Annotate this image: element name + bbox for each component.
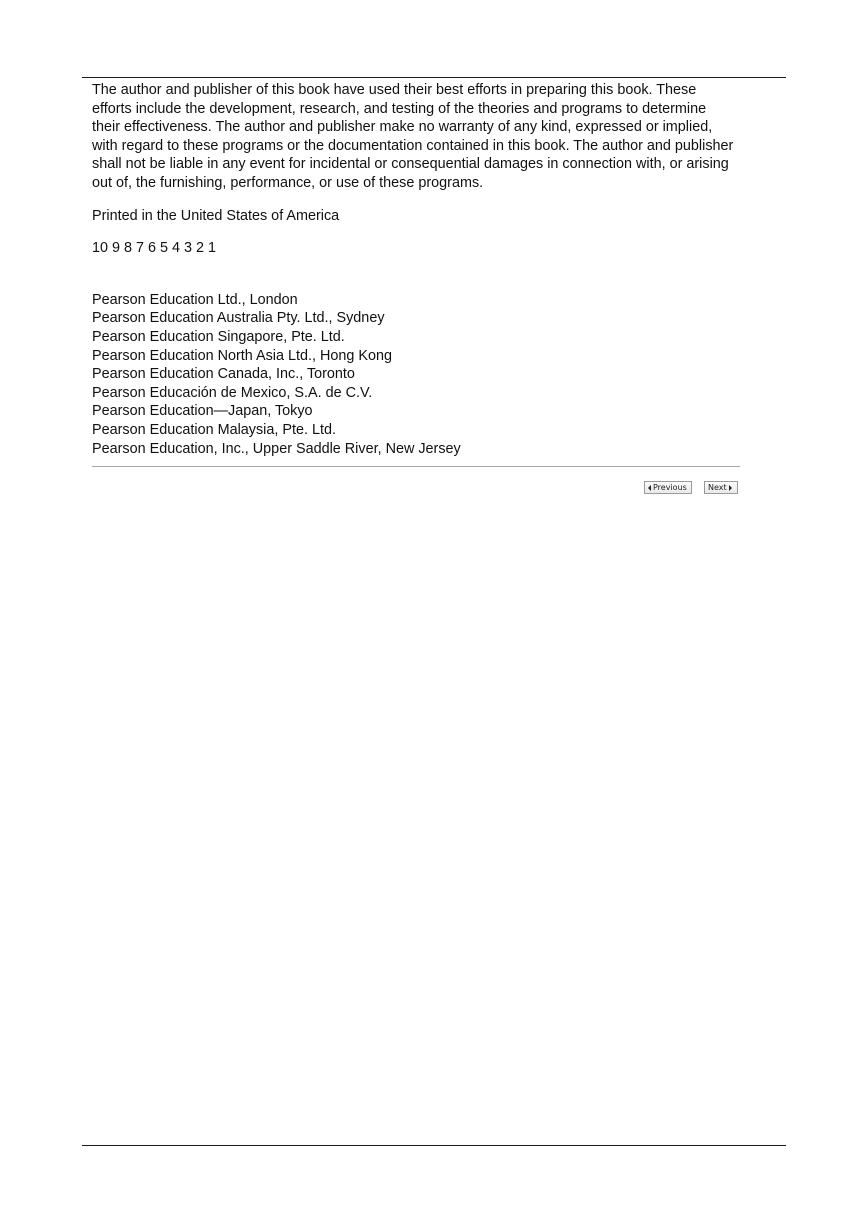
office-item: Pearson Educación de Mexico, S.A. de C.V.	[92, 384, 373, 401]
copyright-page-content	[92, 81, 742, 458]
office-item: Pearson Education Ltd., London	[92, 291, 298, 308]
office-item: Pearson Education Malaysia, Pte. Ltd.	[92, 421, 336, 438]
triangle-left-icon	[648, 485, 651, 491]
page-bottom-rule	[82, 1145, 786, 1146]
content-divider	[92, 466, 740, 467]
triangle-right-icon	[729, 485, 732, 491]
office-item: Pearson Education, Inc., Upper Saddle River, New Jersey	[92, 440, 461, 457]
next-button[interactable]	[704, 481, 738, 494]
page-top-rule	[82, 77, 786, 78]
page-navigation	[644, 481, 738, 494]
previous-label: Previous	[653, 483, 687, 492]
office-item: Pearson Education Canada, Inc., Toronto	[92, 366, 355, 383]
next-label: Next	[708, 483, 727, 492]
publisher-offices-list	[92, 291, 742, 458]
printed-in-line: Printed in the United States of America	[92, 207, 340, 224]
disclaimer-paragraph: The author and publisher of this book have used their best efforts in preparing this book. These efforts include the development, research, and testing of the theories and programs to determine their effectiveness. The author and publisher make no warranty of any kind, expressed or implied, with regard to these programs or the documentation contained in this book. The author and publisher shall not be liable in any event for incidental or consequential damages in connection with, or arising out of, the furnishing, performance, or use of these programs.	[92, 82, 734, 191]
office-item: Pearson Education North Asia Ltd., Hong Kong	[92, 347, 392, 364]
office-item: Pearson Education Australia Pty. Ltd., Sydney	[92, 310, 385, 327]
printing-number-line: 10 9 8 7 6 5 4 3 2 1	[92, 240, 217, 257]
previous-button[interactable]	[644, 481, 692, 494]
office-item: Pearson Education Singapore, Pte. Ltd.	[92, 328, 345, 345]
office-item: Pearson Education—Japan, Tokyo	[92, 403, 313, 420]
